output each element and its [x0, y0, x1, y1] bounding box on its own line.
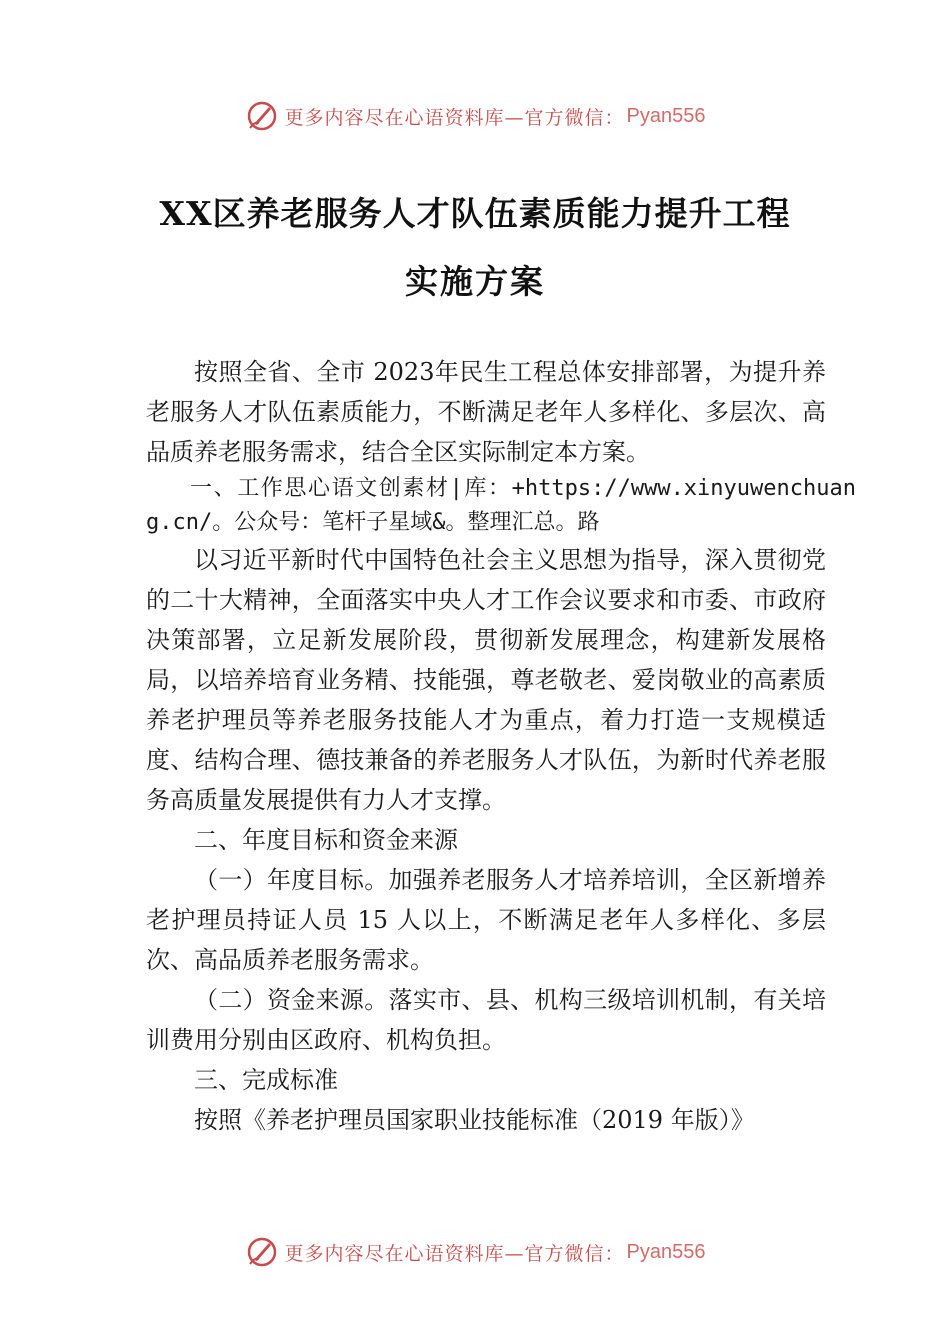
banner-text: 更多内容尽在心语资料库—官方微信： [284, 106, 625, 129]
quill-circle-logo-icon [245, 99, 279, 133]
paragraph-guiding-thought: 以习近平新时代中国特色社会主义思想为指导，深入贯彻党的二十大精神，全面落实中央人才工作会议要求和市委、市政府决策部署，立足新发展阶段，贯彻新发展理念，构建新发展格局，以培养培育业务精、技能强，尊老敬老、爱岗敬业的高素质养老护理员等养老服务技能人才为重点，着力打造一支规模适度、结构合理、德技兼备的养老服务人才队伍，为新时代养老服务高质量发展提供有力人才支撑。 [146, 546, 826, 814]
document-body [146, 352, 856, 1140]
banner-wechat-id: Pyan556 [626, 104, 706, 127]
paragraph-section2-heading: 二、年度目标和资金来源 [194, 826, 458, 854]
header-watermark-banner [0, 96, 950, 136]
banner-wechat-id: Pyan556 [626, 1240, 706, 1263]
document-title-line2: 实施方案 [405, 262, 545, 301]
paragraph-standard: 按照《养老护理员国家职业技能标准（2019 年版）》 [194, 1106, 755, 1134]
paragraph-section3-heading: 三、完成标准 [194, 1066, 338, 1094]
footer-watermark-banner [0, 1232, 950, 1272]
quill-circle-logo-icon [245, 1235, 279, 1269]
paragraph-intro: 按照全省、全市 2023年民生工程总体安排部署，为提升养老服务人才队伍素质能力，不断满足老年人多样化、多层次、高品质养老服务需求，结合全区实际制定本方案。 [146, 358, 826, 466]
paragraph-annual-goal: （一）年度目标。加强养老服务人才培养培训，全区新增养老护理员持证人员 15 人以上，不断满足老年人多样化、多层次、高品质养老服务需求。 [146, 866, 826, 974]
paragraph-section1-heading: 一、工作思心语文创素材|库：+https://www.xinyuwenchuang.cn/。公众号：笔杆子星域&。整理汇总。路 [146, 476, 856, 535]
paragraph-funding-source: （二）资金来源。落实市、县、机构三级培训机制，有关培训费用分别由区政府、机构负担。 [146, 986, 826, 1054]
banner-text: 更多内容尽在心语资料库—官方微信： [284, 1242, 625, 1265]
document-title-line1: XX区养老服务人才队伍素质能力提升工程 [159, 194, 791, 233]
